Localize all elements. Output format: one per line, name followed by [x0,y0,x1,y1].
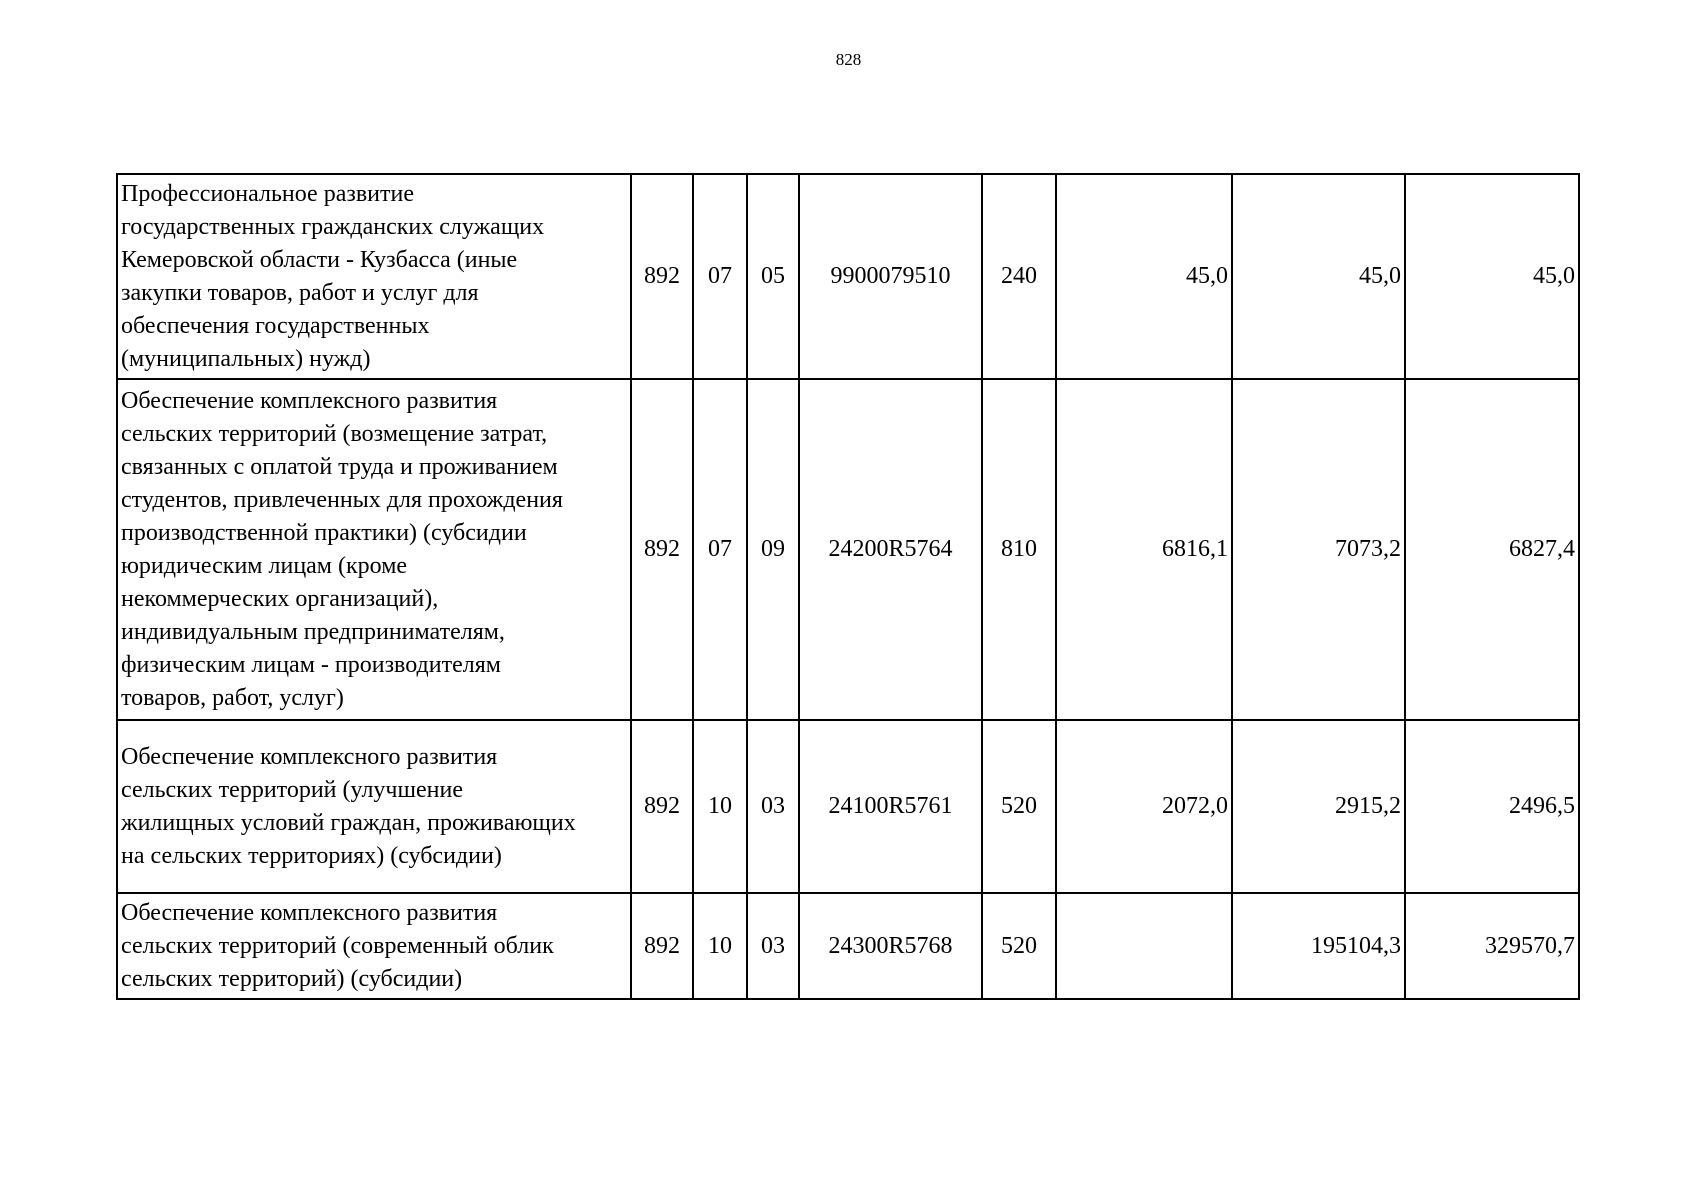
target-article-cell: 24200R5764 [799,379,982,720]
name-line: сельских территорий) (субсидии) [121,965,463,992]
expense-type-cell: 240 [982,174,1056,379]
page-number: 828 [835,50,862,69]
subsection-cell: 05 [747,174,799,379]
name-line: студентов, привлеченных для прохождения [121,486,563,513]
table-row [117,893,1579,999]
name-line: (муниципальных) нужд) [121,345,371,372]
row-name-cell [117,720,631,893]
section-cell: 10 [693,720,747,893]
grbs-cell: 892 [631,893,693,999]
row-name-cell [117,379,631,720]
subsection-cell: 03 [747,893,799,999]
target-article-cell: 9900079510 [799,174,982,379]
table-row [117,174,1579,379]
name-line: физическим лицам - производителям [121,651,501,678]
grbs-cell: 892 [631,379,693,720]
expense-type-cell: 520 [982,893,1056,999]
row-name-cell [117,174,631,379]
grbs-cell: 892 [631,720,693,893]
name-line: Обеспечение комплексного развития [121,899,498,926]
amount-year1-cell [1056,893,1232,999]
name-line: Обеспечение комплексного развития [121,387,498,414]
target-article-cell: 24300R5768 [799,893,982,999]
section-cell: 07 [693,174,747,379]
subsection-cell: 03 [747,720,799,893]
name-line: Кемеровской области - Кузбасса (иные [121,246,518,273]
name-line: на сельских территориях) (субсидии) [121,842,502,869]
name-line: закупки товаров, работ и услуг для [121,279,479,306]
amount-year3-cell: 45,0 [1405,174,1579,379]
name-line: государственных гражданских служащих [121,213,545,240]
name-line: товаров, работ, услуг) [121,684,344,711]
amount-year2-cell: 7073,2 [1232,379,1405,720]
name-line: Обеспечение комплексного развития [121,743,498,770]
name-line: Профессиональное развитие [121,180,414,207]
name-line: жилищных условий граждан, проживающих [121,809,576,836]
name-line: юридическим лицам (кроме [121,552,408,579]
name-line: индивидуальным предпринимателям, [121,618,505,645]
amount-year3-cell: 6827,4 [1405,379,1579,720]
grbs-cell: 892 [631,174,693,379]
amount-year1-cell: 45,0 [1056,174,1232,379]
name-line: сельских территорий (улучшение [121,776,463,803]
budget-table [116,173,1580,1000]
expense-type-cell: 810 [982,379,1056,720]
expense-type-cell: 520 [982,720,1056,893]
section-cell: 07 [693,379,747,720]
subsection-cell: 09 [747,379,799,720]
name-line: некоммерческих организаций), [121,585,439,612]
row-name-cell [117,893,631,999]
name-line: связанных с оплатой труда и проживанием [121,453,558,480]
name-line: обеспечения государственных [121,312,430,339]
name-line: производственной практики) (субсидии [121,519,527,546]
name-line: сельских территорий (возмещение затрат, [121,420,548,447]
amount-year2-cell: 2915,2 [1232,720,1405,893]
amount-year3-cell: 329570,7 [1405,893,1579,999]
table-row [117,720,1579,893]
amount-year1-cell: 6816,1 [1056,379,1232,720]
amount-year1-cell: 2072,0 [1056,720,1232,893]
name-line: сельских территорий (современный облик [121,932,554,959]
amount-year2-cell: 45,0 [1232,174,1405,379]
target-article-cell: 24100R5761 [799,720,982,893]
section-cell: 10 [693,893,747,999]
amount-year2-cell: 195104,3 [1232,893,1405,999]
amount-year3-cell: 2496,5 [1405,720,1579,893]
table-row [117,379,1579,720]
